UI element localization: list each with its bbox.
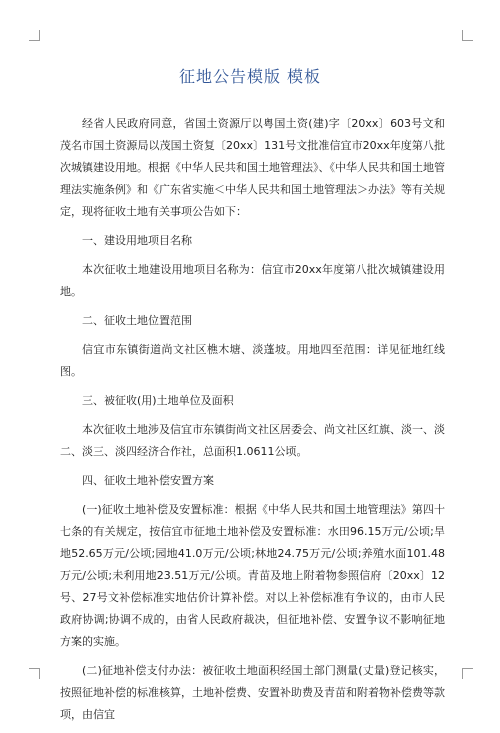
document-body: [60, 113, 445, 733]
margin-crop-mark-bottom-right: [462, 668, 473, 679]
paragraph-location: 信宜市东镇街道尚文社区樵木塘、淡蓬坡。用地四至范围：详见征地红线图。: [60, 343, 445, 378]
paragraph-compensation-payment: (二)征地补偿支付办法：被征收土地面积经国土部门测量(丈量)登记核实，按照征地补偿的标准核算，土地补偿费、安置补助费及青苗和附着物补偿费等款项，由信宜: [60, 664, 445, 721]
margin-crop-mark-top-right: [462, 30, 473, 41]
heading-section-4: 四、征收土地补偿安置方案: [82, 474, 214, 487]
paragraph-compensation-standard: (一)征收土地补偿及安置标准：根据《中华人民共和国土地管理法》第四十七条的有关规定，按信宜市征地土地补偿及安置标准：水田96.15万元/公顷;旱地52.65万元/公顷;园地41.0万元/公顷;林地24.75万元/公顷;养殖水面101.48万元/公顷;未利用地23.51万元/公顷。青苗及地上附着物参照信府〔20xx〕12号、27号文补偿标准实地估价计算补偿。对以上补偿标准有争议的，由市人民政府协调;协调不成的，由省人民政府裁决，但征地补偿、安置争议不影响征地方案的实施。: [60, 503, 445, 648]
heading-section-3: 三、被征收(用)土地单位及面积: [82, 394, 234, 407]
paragraph-intro: 经省人民政府同意，省国土资源厅以粤国土资(建)字〔20xx〕603号文和茂名市国土资源局以茂国土资复〔20xx〕131号文批准信宜市20xx年度第八批次城镇建设用地。根据《中华人民共和国土地管理法》、《中华人民共和国土地管理法实施条例》和《广东省实施＜中华人民共和国土地管理法＞办法》等有关规定，现将征收土地有关事项公告如下：: [60, 117, 445, 218]
paragraph-units-area: 本次征收土地涉及信宜市东镇街尚文社区居委会、尚文社区红旗、淡一、淡二、淡三、淡四经济合作社，总面积1.0611公顷。: [60, 423, 445, 458]
heading-section-2: 二、征收土地位置范围: [82, 314, 192, 327]
margin-crop-mark-top-left: [29, 30, 40, 41]
heading-section-1: 一、建设用地项目名称: [82, 234, 192, 247]
document-title: 征地公告模版 模板: [178, 67, 322, 86]
margin-crop-mark-bottom-left: [29, 668, 40, 679]
paragraph-project-name: 本次征收土地建设用地项目名称为：信宜市20xx年度第八批次城镇建设用地。: [60, 263, 445, 298]
